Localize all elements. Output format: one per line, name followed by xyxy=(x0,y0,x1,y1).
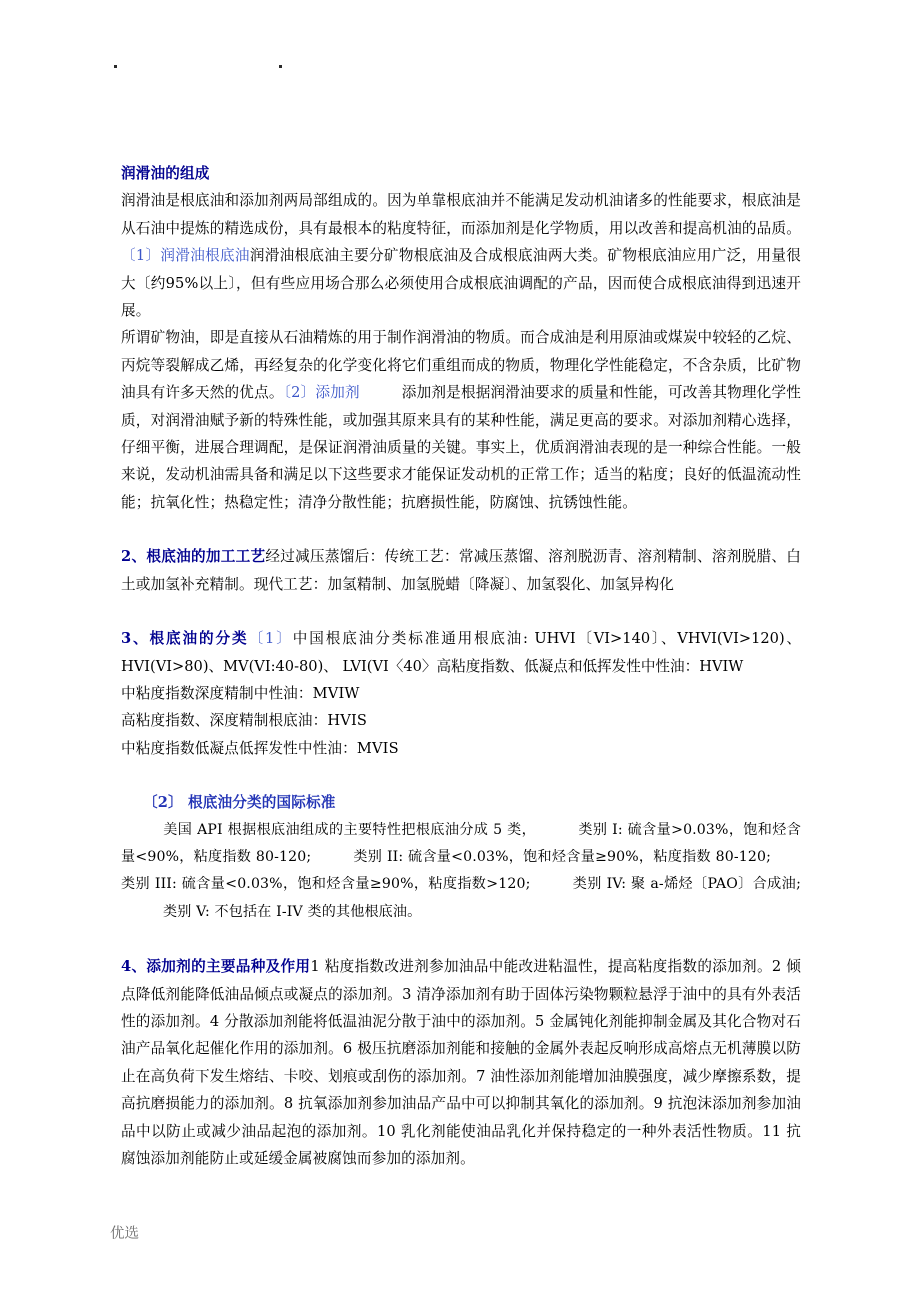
page-footer: 优选 xyxy=(110,1226,139,1242)
api-intro: 美国 API 根据根底油组成的主要特性把根底油分成 5 类， xyxy=(163,821,537,838)
page-header xyxy=(0,60,920,74)
reference-marker-1[interactable]: 〔1〕 xyxy=(121,247,161,265)
api-class-4: 类别 IV: 聚 a-烯烃〔PAO〕合成油; xyxy=(572,876,801,893)
paragraph-section-4 xyxy=(121,953,801,1172)
para1-text-b: 润滑油根底油主要分矿物根底油及合成根底油两大类。矿物根底油应用广泛，用量很大〔约95%以上〕，但有些应用场合那么必须使用合成根底油调配的产品，因而使合成根底油得到迅速开展。 xyxy=(121,247,801,320)
reference-marker-2[interactable]: 〔2〕 xyxy=(283,384,316,402)
section-2-title: 2、根底油的加工工艺 xyxy=(121,548,266,566)
reference-marker-4[interactable]: 〔2〕 xyxy=(143,794,183,812)
paragraph-api-classification xyxy=(121,817,801,927)
header-mark-left xyxy=(114,65,117,68)
international-standard-heading xyxy=(121,789,801,816)
header-mark-right xyxy=(279,65,282,68)
para2-text-b: 添加剂是根据润滑油要求的质量和性能，可改善其物理化学性质，对润滑油赋予新的特殊性能，或加强其原来具有的某种性能，满足更高的要求。对添加剂精心选择，仔细平衡，进展合理调配，是保证润滑油质量的关键。事实上，优质润滑油表现的是一种综合性能。一般来说，发动机油需具备和满足以下这些要求才能保证发动机的正常工作；适当的粘度；良好的低温流动性能；抗氧化性；热稳定性；清净分散性能；抗磨损性能，防腐蚀、抗锈蚀性能。 xyxy=(121,384,801,511)
paragraph-composition xyxy=(121,187,801,324)
api-class-1: 类别 I: 硫含量>0.03%，饱和烃含量<90%，粘度指数 80-120; xyxy=(121,821,801,865)
document-body xyxy=(121,160,801,1172)
para1-text-a: 润滑油是根底油和添加剂两局部组成的。因为单靠根底油并不能满足发动机油诸多的性能要求，根底油是从石油中提炼的精选成份，具有最根本的粘度特征，而添加剂是化学物质，用以改善和提高机油的品质。 xyxy=(121,192,801,237)
section-gap xyxy=(121,926,801,953)
international-standard-title: 根底油分类的国际标准 xyxy=(188,794,336,812)
section-4-body: 1 粘度指数改进剂参加油品中能改进粘温性，提高粘度指数的添加剂。2 倾点降低剂能降低油品倾点或凝点的添加剂。3 清净添加剂有助于固体污染物颗粒悬浮于油中的具有外表活性的添加剂。4 分散添加剂能将低温油泥分散于油中的添加剂。5 金属钝化剂能抑制金属及其化合物对石油产品氧化起催化作用的添加剂。6 极压抗磨添加剂能和接触的金属外表起反响形成高熔点无机薄膜以防止在高负荷下发生熔结、卡咬、划痕或刮伤的添加剂。7 油性添加剂能增加油膜强度，减少摩擦系数，提高抗磨损能力的添加剂。8 抗氧添加剂参加油品产品中可以抑制其氧化的添加剂。9 抗泡沫添加剂参加油品中以防止或减少油品起泡的添加剂。10 乳化剂能使油品乳化并保持稳定的一种外表活性物质。11 抗腐蚀添加剂能防止或延缓金属被腐蚀而参加的添加剂。 xyxy=(121,958,801,1167)
page-title: 润滑油的组成 xyxy=(121,165,210,182)
section-2-body: 经过减压蒸馏后：传统工艺：常减压蒸馏、溶剂脱沥青、溶剂精制、溶剂脱腊、白土或加氢补充精制。现代工艺：加氢精制、加氢脱蜡〔降凝〕、加氢裂化、加氢异构化 xyxy=(121,548,802,593)
section-3-body: 通用根底油: UHVI〔VI>140〕、VHVI(VI>120)、HVI(VI>80)、MV(VI:40-80)、 LVI(VI〈40〉高粘度指数、低凝点和低挥发性中性油：HVIW xyxy=(121,630,801,675)
section-gap xyxy=(121,598,801,625)
classification-line-mvis: 中粘度指数低凝点低挥发性中性油：MVIS xyxy=(121,739,399,757)
section-3-standard-name: 中国根底油分类标准 xyxy=(292,630,442,648)
api-class-5: 类别 V: 不包括在 I-IV 类的其他根底油。 xyxy=(163,903,422,920)
reference-marker-3[interactable]: 〔1〕 xyxy=(248,630,293,648)
section-gap xyxy=(121,516,801,543)
para2-text-a: 所谓矿物油，即是直接从石油精炼的用于制作润滑油的物质。而合成油是利用原油或煤炭中较轻的乙烷、丙烷等裂解成乙烯，再经复杂的化学变化将它们重组而成的物质，物理化学性能稳定，不含杂质，比矿物油具有许多天然的优点。 xyxy=(121,329,801,402)
api-class-2: 类别 II: 硫含量<0.03%，饱和烃含量≥90%，粘度指数 80-120; xyxy=(353,848,771,865)
paragraph-section-3 xyxy=(121,625,801,680)
section-3-title: 3、根底油的分类 xyxy=(121,630,249,648)
classification-line-mviw: 中粘度指数深度精制中性油：MVIW xyxy=(121,684,360,702)
paragraph-section-2 xyxy=(121,543,801,598)
link-additive[interactable]: 添加剂 xyxy=(315,384,360,402)
paragraph-mineral-oil xyxy=(121,324,801,516)
section-gap xyxy=(121,762,801,789)
section-4-title: 4、添加剂的主要品种及作用 xyxy=(121,958,311,976)
api-class-3: 类别 III: 硫含量<0.03%，饱和烃含量≥90%，粘度指数>120; xyxy=(121,876,531,893)
link-base-oil[interactable]: 润滑油根底油 xyxy=(160,247,250,265)
classification-line-hvis: 高粘度指数、深度精制根底油：HVIS xyxy=(121,712,368,730)
